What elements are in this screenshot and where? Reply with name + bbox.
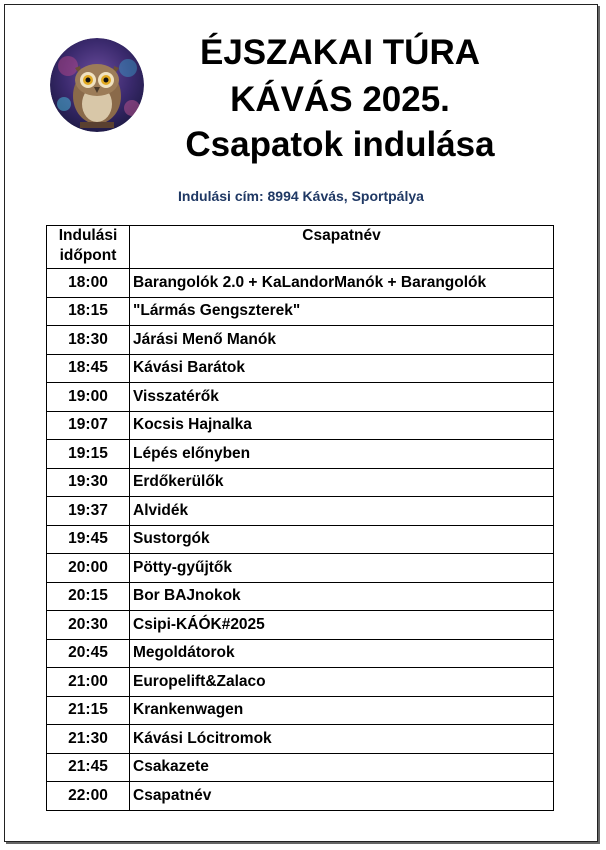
team-name-cell: Pötty-gyűjtők xyxy=(130,554,554,583)
start-time-cell: 19:15 xyxy=(47,440,130,469)
start-time-cell: 21:45 xyxy=(47,753,130,782)
start-time-cell: 21:00 xyxy=(47,668,130,697)
team-name-cell: Bor BAJnokok xyxy=(130,582,554,611)
team-name-cell: Visszatérők xyxy=(130,383,554,412)
table-row xyxy=(47,383,554,412)
table-row xyxy=(47,725,554,754)
table-row xyxy=(47,440,554,469)
start-time-cell: 18:00 xyxy=(47,269,130,298)
table-header-row xyxy=(47,226,554,269)
schedule-rows xyxy=(47,269,554,811)
table-row xyxy=(47,582,554,611)
team-name-cell: Sustorgók xyxy=(130,525,554,554)
start-time-cell: 18:15 xyxy=(47,297,130,326)
table-row xyxy=(47,782,554,811)
title-line-3: Csapatok indulása xyxy=(185,125,495,164)
table-row xyxy=(47,611,554,640)
start-time-cell: 20:15 xyxy=(47,582,130,611)
table-row xyxy=(47,525,554,554)
table-row xyxy=(47,468,554,497)
team-name-cell: Krankenwagen xyxy=(130,696,554,725)
table-row xyxy=(47,326,554,355)
start-time-cell: 21:15 xyxy=(47,696,130,725)
header-start-time: Indulási időpont xyxy=(47,226,130,269)
table-row xyxy=(47,639,554,668)
table-row xyxy=(47,269,554,298)
table-row xyxy=(47,696,554,725)
start-time-cell: 19:45 xyxy=(47,525,130,554)
table-row xyxy=(47,554,554,583)
table-row xyxy=(47,668,554,697)
team-name-cell: Megoldátorok xyxy=(130,639,554,668)
owl-logo-icon xyxy=(50,38,144,132)
start-time-cell: 20:45 xyxy=(47,639,130,668)
start-time-cell: 18:30 xyxy=(47,326,130,355)
team-name-cell: Europelift&Zalaco xyxy=(130,668,554,697)
start-address: Indulási cím: 8994 Kávás, Sportpálya xyxy=(178,188,424,204)
team-name-cell: Erdőkerülők xyxy=(130,468,554,497)
table-row xyxy=(47,297,554,326)
team-name-cell: Csipi-KÁÓK#2025 xyxy=(130,611,554,640)
team-name-cell: Alvidék xyxy=(130,497,554,526)
table-row xyxy=(47,354,554,383)
team-name-cell: Járási Menő Manók xyxy=(130,326,554,355)
schedule-table xyxy=(46,225,554,811)
team-name-cell: Csapatnév xyxy=(130,782,554,811)
team-name-cell: Csakazete xyxy=(130,753,554,782)
start-time-cell: 20:30 xyxy=(47,611,130,640)
table-row xyxy=(47,753,554,782)
start-time-cell: 19:30 xyxy=(47,468,130,497)
title-line-1: ÉJSZAKAI TÚRA xyxy=(199,33,481,72)
team-name-cell: Kávási Barátok xyxy=(130,354,554,383)
start-time-cell: 20:00 xyxy=(47,554,130,583)
start-time-cell: 18:45 xyxy=(47,354,130,383)
table-row xyxy=(47,497,554,526)
title-line-2: KÁVÁS 2025. xyxy=(230,80,450,119)
team-name-cell: Kávási Lócitromok xyxy=(130,725,554,754)
team-name-cell: Barangolók 2.0 + KaLandorManók + Barangolók xyxy=(130,269,554,298)
table-row xyxy=(47,411,554,440)
team-name-cell: Kocsis Hajnalka xyxy=(130,411,554,440)
start-time-cell: 19:37 xyxy=(47,497,130,526)
start-time-cell: 21:30 xyxy=(47,725,130,754)
header-team-name: Csapatnév xyxy=(130,226,554,269)
start-time-cell: 19:07 xyxy=(47,411,130,440)
start-time-cell: 22:00 xyxy=(47,782,130,811)
team-name-cell: "Lármás Gengszterek" xyxy=(130,297,554,326)
team-name-cell: Lépés előnyben xyxy=(130,440,554,469)
start-time-cell: 19:00 xyxy=(47,383,130,412)
